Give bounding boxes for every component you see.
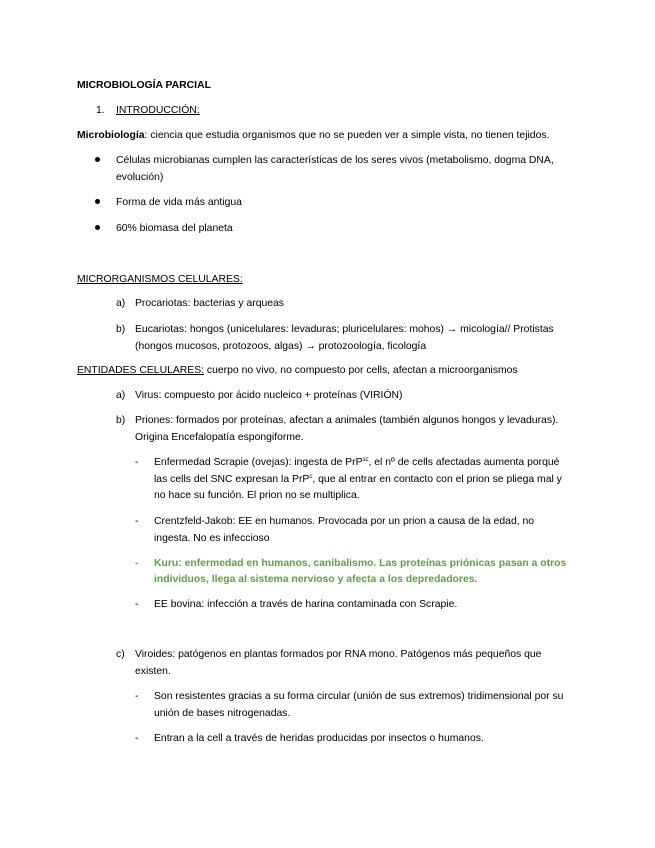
resistentes-line1: Son resistentes gracias a su forma circular (unión de sus extremos) tridimensional por su <box>154 691 564 702</box>
scrapie-line3: no hace su función. El prion no se multiplica. <box>154 490 360 501</box>
page-title: MICROBIOLOGÍA PARCIAL <box>77 80 211 91</box>
virus-line: Virus: compuesto por ácido nucleico + proteínas (VIRIÓN) <box>135 390 403 401</box>
dash-marker: - <box>135 516 139 527</box>
definition-text: : ciencia que estudia organismos que no se pueden ver a simple vista, no tienen tejidos. <box>144 130 550 141</box>
dash-marker: - <box>135 733 139 744</box>
cjd-line2: ingesta. No es infeccioso <box>154 533 270 544</box>
bullet-1-line1: Células microbianas cumplen las características de los seres vivos (metabolismo, dogma DNA, <box>116 155 554 166</box>
viroides-line1: Viroides: patógenos en plantas formados por RNA mono. Patógenos más pequeños que <box>135 649 542 660</box>
viroides-line2: existen. <box>135 666 171 677</box>
dash-marker: - <box>135 558 139 569</box>
bullet-icon <box>95 157 100 162</box>
kuru-line2: individuos, llega al sistema nervioso y afecta a los depredadores. <box>154 574 478 585</box>
list-marker: b) <box>116 324 126 335</box>
list-marker: a) <box>116 298 126 309</box>
list-marker: a) <box>116 390 126 401</box>
bullet-icon <box>95 225 100 230</box>
scrapie-line1: Enfermedad Scrapie (ovejas): ingesta de PrP$^{sc}$, el nº de cells afectadas aumenta porqué <box>154 457 560 468</box>
bullet-2: Forma de vida más antigua <box>116 197 242 208</box>
scrapie-line2: las cells del SNC expresan la PrP$^c$, que al entrar en contacto con el prion se pliega mal y <box>154 474 562 485</box>
entities-heading: ENTIDADES CELULARES: <box>77 365 205 376</box>
list-marker: b) <box>116 415 126 426</box>
cjd-line1: Crentzfeld-Jakob: EE en humanos. Provocada por un prion a causa de la edad, no <box>154 516 535 527</box>
priones-line1: Priones: formados por proteínas, afectan a animales (también algunos hongos y levaduras). <box>135 415 559 426</box>
priones-line2: Origina Encefalopatía espongiforme. <box>135 432 304 443</box>
ee-bovina-line: EE bovina: infección a través de harina contaminada con Scrapie. <box>154 599 458 610</box>
resistentes-line2: unión de bases nitrogenadas. <box>154 708 291 719</box>
entran-line: Entran a la cell a través de heridas producidas por insectos o humanos. <box>154 733 484 744</box>
section-heading-introduccion: INTRODUCCIÓN: <box>116 105 200 116</box>
bullet-1-line2: evolución) <box>116 172 164 183</box>
bullet-icon <box>95 199 100 204</box>
list-marker: c) <box>116 649 125 660</box>
eucariotas-line1: Eucariotas: hongos (unicelulares: levaduras; pluricelulares: mohos) → micología// Protistas <box>135 324 554 335</box>
entities-intro: cuerpo no vivo, no compuesto por cells, afectan a microorganismos <box>204 365 518 376</box>
procariotas-line: Procariotas: bacterias y arqueas <box>135 298 285 309</box>
kuru-line1: Kuru: enfermedad en humanos, canibalismo. Las proteínas priónicas pasan a otros <box>154 558 567 569</box>
cellular-heading: MICRORGANISMOS CELULARES: <box>77 274 243 285</box>
dash-marker: - <box>135 457 139 468</box>
bullet-3: 60% biomasa del planeta <box>116 223 233 234</box>
dash-marker: - <box>135 599 139 610</box>
definition-paragraph <box>77 129 549 142</box>
definition-term: Microbiología <box>77 130 145 141</box>
eucariotas-line2: (hongos mucosos, protozoos, algas) → protozoología, ficología <box>135 341 427 352</box>
dash-marker: - <box>135 691 139 702</box>
section-number: 1. <box>96 105 105 116</box>
entities-paragraph <box>77 364 518 377</box>
